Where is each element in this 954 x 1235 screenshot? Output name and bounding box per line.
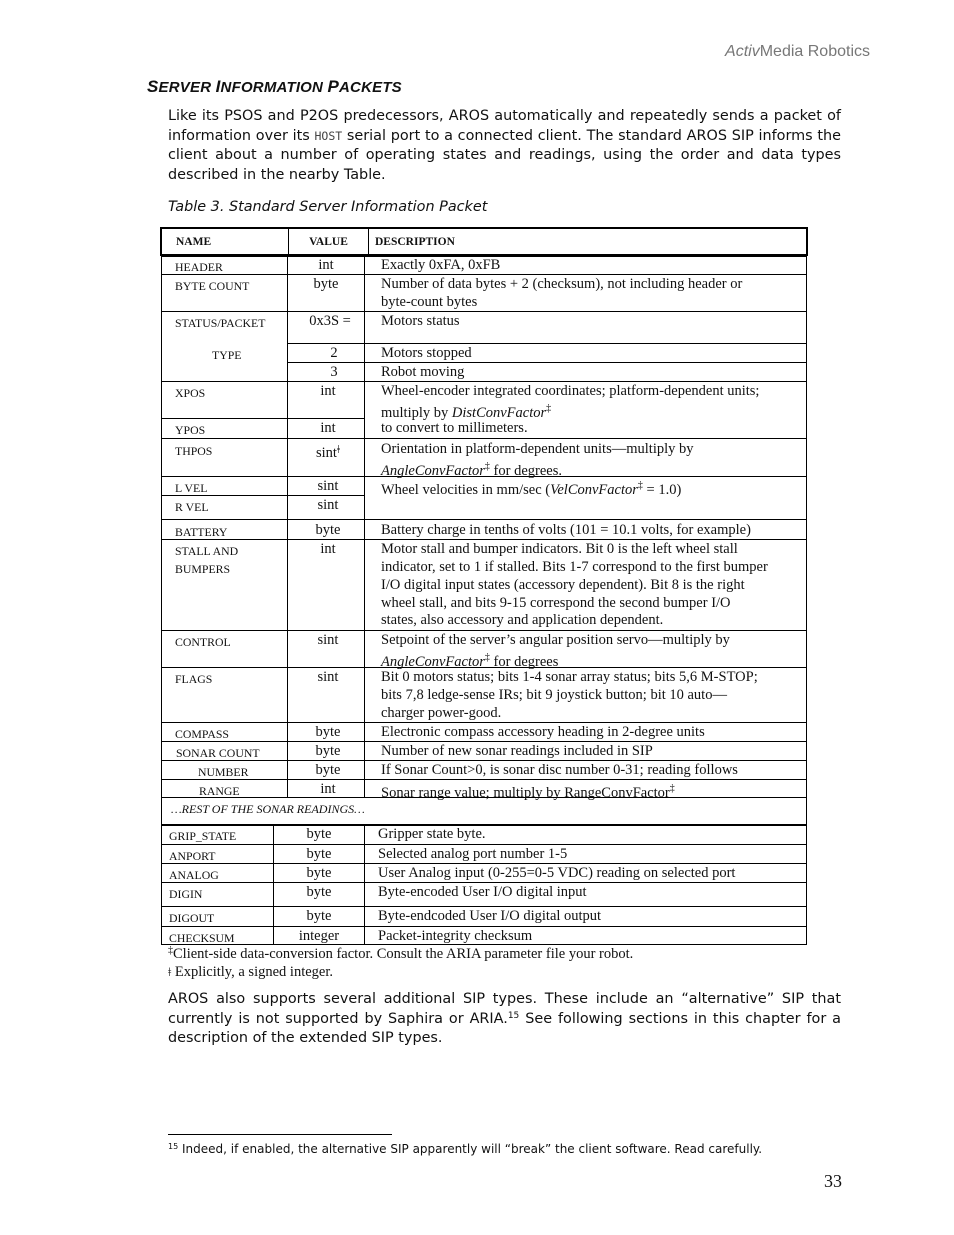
footnote-rule [168,1134,392,1135]
row-name: DIGOUT [169,911,215,925]
row-name: DIGIN [169,887,203,901]
row-description: Electronic compass accessory heading in 2-degree units [381,724,705,740]
row-value: sint [317,632,339,648]
row-value: 0x3S = [309,313,351,329]
rest-of-readings-note: …REST OF THE SONAR READINGS… [171,802,365,816]
row-description: Bit 0 motors status; bits 1-4 sonar array status; bits 5,6 M-STOP; [381,669,758,685]
row-description: Motors stopped [381,345,472,361]
table-header [160,227,808,256]
row-description: Exactly 0xFA, 0xFB [381,257,501,273]
row-name: FLAGS [175,672,213,686]
row-description: Packet-integrity checksum [378,928,533,944]
row-value: int [320,420,336,436]
table-footnote: ǂ Explicitly, a signed integer. [168,964,333,980]
row-name: YPOS [175,423,206,437]
row-description: AngleConvFactor‡ for degrees. [381,461,562,479]
row-description: Byte-encoded User I/O digital input [378,884,587,900]
running-header: ActivMedia Robotics [725,43,870,60]
row-description: multiply by DistConvFactor‡ [381,403,552,421]
page-footnote: $^{15}$ Indeed, if enabled, the alternative SIP apparently will “break” the client software. Read carefully. [168,1142,763,1156]
row-value: int [320,541,336,557]
row-value: sint [317,478,339,494]
row-description: bits 7,8 ledge-sense IRs; bit 9 joystick button; bit 10 auto— [381,687,727,703]
intro-paragraph: Like its PSOS and P2OS predecessors, AROS automatically and repeatedly sends a packet of information over its HOST serial port to a connected client. The standard AROS SIP informs the client about a number of operating states and readings, using the order and data types described in the nearby Table. [168,108,841,183]
row-description: Byte-endcoded User I/O digital output [378,908,602,924]
row-description: I/O digital input states (accessory dependent). Bit 8 is the right [381,577,745,593]
row-description: indicator, set to 1 if stalled. Bits 1-7 correspond to the first bumper [381,559,768,575]
row-description: Battery charge in tenths of volts (101 = 10.1 volts, for example) [381,522,751,538]
row-name: CONTROL [175,635,231,649]
row-name: XPOS [175,386,206,400]
row-name: NUMBER [198,765,249,779]
row-description: wheel stall, and bits 9-15 correspond the second bumper I/O [381,595,731,611]
row-description: AngleConvFactor‡ for degrees [381,652,559,670]
row-description: Number of data bytes + 2 (checksum), not including header or [381,276,743,292]
row-description: Sonar range value; multiply by RangeConvFactor‡ [381,783,675,801]
row-name: BYTE COUNT [175,279,250,293]
row-value: byte [306,846,332,862]
header-value: VALUE [289,229,369,254]
row-value: byte [313,276,339,292]
row-name: COMPASS [175,727,229,741]
row-value: int [320,781,336,797]
page-number: 33 [824,1171,842,1191]
row-name: BATTERY [175,525,228,539]
row-value: int [320,383,336,399]
row-value: byte [306,884,332,900]
row-description: Motor stall and bumper indicators. Bit 0 is the left wheel stall [381,541,738,557]
row-value: byte [315,762,341,778]
row-value: 3 [330,364,338,380]
table-caption: Table 3. Standard Server Information Packet [168,199,488,215]
row-name: BUMPERS [175,562,231,576]
row-name: R VEL [175,500,209,514]
row-name: RANGE [199,784,240,798]
row-name: ANPORT [169,849,216,863]
row-value: byte [315,522,341,538]
row-name: SONAR COUNT [176,746,260,760]
row-name: ANALOG [169,868,219,882]
row-name: GRIP_STATE [169,829,237,843]
row-name: L VEL [175,481,208,495]
row-value: byte [306,826,332,842]
row-value: byte [306,865,332,881]
row-value: byte [315,743,341,759]
row-description: If Sonar Count>0, is sonar disc number 0-31; reading follows [381,762,738,778]
row-name: HEADER [175,260,223,274]
row-name: STALL AND [175,544,239,558]
header-name: NAME [162,229,289,254]
row-value: byte [306,908,332,924]
row-value: int [318,257,334,273]
row-description: states, also accessory and application dependent. [381,612,664,628]
row-name: CHECKSUM [169,931,235,945]
row-description: Wheel-encoder integrated coordinates; platform-dependent units; [381,383,760,399]
row-description: Number of new sonar readings included in SIP [381,743,653,759]
row-name: THPOS [175,444,213,458]
row-description: User Analog input (0-255=0-5 VDC) reading on selected port [378,865,736,881]
row-description: Orientation in platform-dependent units—multiply by [381,441,694,457]
row-description: Setpoint of the server’s angular position servo—multiply by [381,632,730,648]
row-value: integer [298,928,340,944]
row-value: sint [317,497,339,513]
row-value: sint [317,669,339,685]
closing-paragraph: AROS also supports several additional SIP types. These include an “alternative” SIP that currently is not supported by Saphira or ARIA.$^{15}$ See following sections in this chapter for a description of the extended SIP types. [168,991,841,1046]
row-description: Selected analog port number 1-5 [378,846,568,862]
row-value: byte [315,724,341,740]
row-description: Robot moving [381,364,465,380]
section-title: SERVER INFORMATION PACKETS [147,77,402,96]
row-description: byte-count bytes [381,294,478,310]
row-description: charger power-good. [381,705,502,721]
row-value: 2 [330,345,338,361]
row-value: sint$^ǂ$ [316,442,340,461]
row-description: Gripper state byte. [378,826,486,842]
row-description: to convert to millimeters. [381,420,528,436]
footnote-reference[interactable]: 15 [507,1010,520,1021]
row-name: STATUS/PACKET [175,316,266,330]
table-footnote: ‡Client-side data-conversion factor. Consult the ARIA parameter file your robot. [168,945,634,962]
row-description: Wheel velocities in mm/sec (VelConvFactor‡ = 1.0) [381,480,682,498]
header-description: DESCRIPTION [375,235,455,248]
row-description: Motors status [381,313,460,329]
row-name: TYPE [212,348,242,362]
